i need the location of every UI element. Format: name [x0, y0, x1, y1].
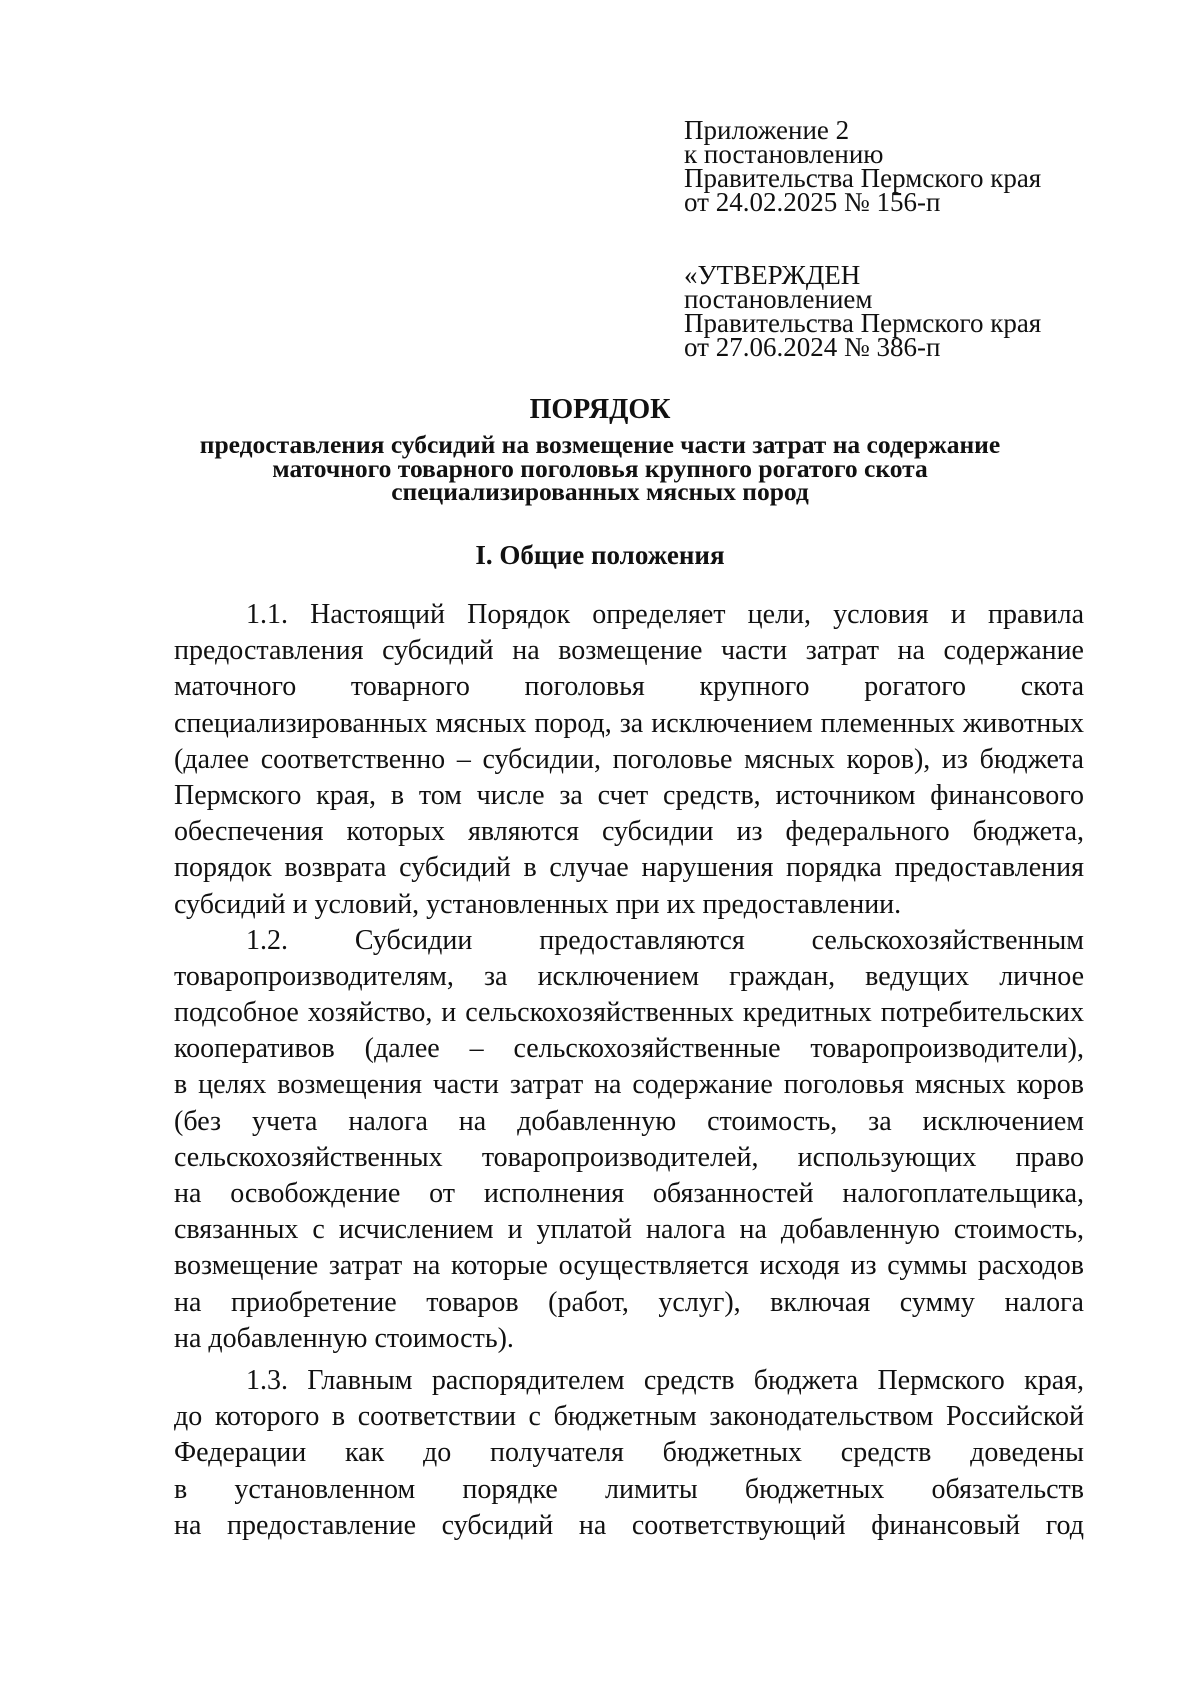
text-line: на добавленную стоимость). [174, 1322, 514, 1354]
subtitle-line: предоставления субсидий на возмещение части затрат на содержание [199, 430, 1001, 459]
text-line: 1.1. Настоящий Порядок определяет цели, условия и правила [246, 599, 1084, 630]
text-line: связанных с исчислением и уплатой налога на добавленную стоимость, [174, 1214, 1084, 1246]
text-line: возмещение затрат на которые осуществляется исходя из суммы расходов [174, 1250, 1084, 1282]
document-subtitle [160, 430, 1040, 506]
text-line: 1.2. Субсидии предоставляются сельскохозяйственным [246, 924, 1084, 956]
text-line: Пермского края, в том числе за счет средств, источником финансового [174, 779, 1084, 811]
appendix-line: от 24.02.2025 № 156-п [684, 187, 941, 217]
paragraph-1-3 [174, 1363, 1084, 1544]
text-line: (далее соответственно – субсидии, поголовье мясных коров), из бюджета [174, 743, 1084, 775]
document-body [174, 597, 1084, 1544]
text-line: подсобное хозяйство, и сельскохозяйственных кредитных потребительских [174, 997, 1084, 1029]
text-line: специализированных мясных пород, за исключением племенных животных [174, 707, 1084, 739]
approval-line: Правительства Пермского края [684, 308, 1042, 338]
text-line: на приобретение товаров (работ, услуг), включая сумму налога [174, 1286, 1084, 1318]
text-line: на предоставление субсидий на соответствующий финансовый год [174, 1509, 1084, 1541]
text-line: кооперативов (далее – сельскохозяйственные товаропроизводители), [174, 1033, 1084, 1065]
text-line: в целях возмещения части затрат на содержание поголовья мясных коров [174, 1069, 1084, 1101]
subtitle-line: маточного товарного поголовья крупного рогатого скота [272, 453, 928, 483]
text-line: на освобождение от исполнения обязанностей налогоплательщика, [174, 1178, 1084, 1209]
text-line: до которого в соответствии с бюджетным законодательством Российской [174, 1401, 1084, 1433]
appendix-line: к постановлению [684, 139, 884, 169]
approval-line: «УТВЕРЖДЕН [684, 260, 861, 290]
paragraph-1-2 [174, 923, 1084, 1357]
text-line: в установленном порядке лимиты бюджетных обязательств [174, 1473, 1084, 1505]
document-title: ПОРЯДОК [529, 394, 671, 425]
text-line: сельскохозяйственных товаропроизводителей, использующих право [174, 1141, 1084, 1173]
approval-line: постановлением [684, 284, 873, 314]
appendix-line: Приложение 2 [684, 115, 850, 145]
approval-line: от 27.06.2024 № 386-п [684, 332, 941, 362]
text-line: обеспечения которых являются субсидии из федерального бюджета, [174, 816, 1084, 848]
text-line: предоставления субсидий на возмещение части затрат на содержание [174, 635, 1084, 667]
appendix-reference [684, 115, 1042, 217]
approval-reference [684, 260, 1042, 362]
text-line: товаропроизводителям, за исключением граждан, ведущих личное [174, 960, 1084, 992]
subtitle-line: специализированных мясных пород [391, 477, 809, 506]
text-line: Федерации как до получателя бюджетных средств доведены [174, 1437, 1084, 1469]
text-line: 1.3. Главным распорядителем средств бюджета Пермского края, [246, 1364, 1084, 1396]
paragraph-1-1 [174, 597, 1084, 923]
text-line: субсидий и условий, установленных при их предоставлении. [174, 888, 902, 920]
text-line: порядок возврата субсидий в случае нарушения порядка предоставления [174, 852, 1084, 884]
appendix-line: Правительства Пермского края [684, 163, 1042, 193]
section-heading: I. Общие положения [475, 540, 725, 570]
text-line: маточного товарного поголовья крупного рогатого скота [174, 671, 1084, 703]
text-line: (без учета налога на добавленную стоимость, за исключением [174, 1105, 1084, 1137]
